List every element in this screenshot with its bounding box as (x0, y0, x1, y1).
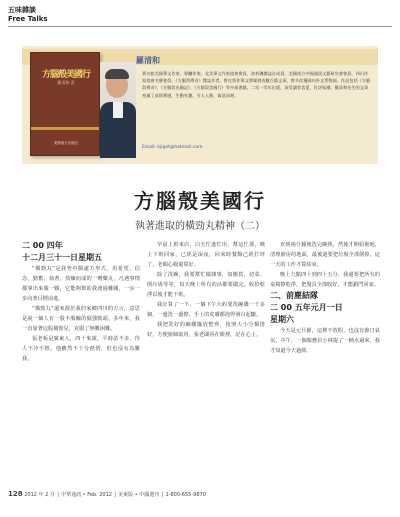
photo-hair (105, 69, 129, 79)
paragraph: 今天是元旦節，這裡不放假，也沒有節日氣氛，中午，一個服務員小林提了一桶水過來，我才知道今天過節。 (270, 328, 380, 354)
paragraph: “橫勁丸”還來源於我的家鄉四川的方言，意思是說一個人有一股不服輸的倔強勁頭。多年來，我一直靠著這股橫勁兒，克服了無數困難。 (22, 306, 140, 332)
paragraph: 早晨上班來店，白天忙進忙出，幫這忙那，晚上下班回家，已經是深夜。回來時餐館已經打烊了，老闆心腸還算好。 (147, 242, 265, 268)
photo-collar (113, 102, 123, 118)
paragraph: 直到兩分鐘後洗完碗筷，然後才開始拖地，清理廚房的地面，最後還要把垃圾全部倒掉，這一天的工作才算結束。 (270, 242, 380, 268)
paragraph: 張老板是廣東人，四十來歲，平時話不多，待人不冷不熱，他雖然不十分熱情，但也沒有為難我。 (22, 336, 140, 362)
header-divider (8, 26, 392, 27)
section-title-cn: 五味雜談 (8, 6, 36, 14)
paragraph: 除了洗碗，我要幫忙做雜事，如搬貨、切菜、倒垃圾等等，每天晚上所有的活都要做完，收拾乾淨以後才能下班。 (147, 272, 265, 298)
author-photo (100, 62, 136, 158)
paragraph: 我計算了一下，一個下午大約要洗碗碟一千多個，一邊洗一邊擦，手上的皮膚都泡得發白起皺。 (147, 302, 265, 318)
book-title: 方腦殼美國行 (41, 70, 90, 80)
article-subtitle: 執著進取的橫勁丸精神（二） (135, 221, 265, 232)
section-heading: 二、前塵結隊 (270, 291, 318, 300)
author-email[interactable]: Email: kjiget@hotmail.com (142, 145, 203, 150)
footer-text: 2012 年 2 月 │ 中華通訊 • Feb. 2012 │ 美東版 • 中國週刊 │ 1-800-655-9870 (24, 492, 206, 498)
author-bio-text: 著名旅美國華文作家、專欄作家。北美華文作家協會會員、洛杉磯雜誌社成員，美國南方中國通訊文藝研究會會員、四川作家協會名譽會員、《方腦殼傳奇》雜誌作者。曾在寫作華文傳媒發表數百篇文章。曾多次獲國內外文學獎項。作品包括《方腦殼傳奇》、《方腦殼出國記》、《方腦殼美國行》等多部書籍。二零一零年出版，深受讀者喜愛，好評如潮。羅清和先生的文章充滿了真情實感，生動有趣，引人入勝，寓意深刻。 (142, 71, 371, 98)
date-heading: 二 00 五年元月一日 (270, 303, 343, 312)
article-column-1 (22, 240, 140, 364)
book-publisher: 美國南方出版社 (53, 141, 79, 145)
book-subtitle: 羅清和 著 (57, 80, 75, 85)
section-title-en: Free Talks (8, 15, 48, 23)
article-column-3 (270, 240, 380, 356)
page-number: 128 (8, 490, 23, 498)
book-stripe (31, 127, 99, 130)
book-cover (30, 52, 100, 156)
date-heading: 星期六 (270, 315, 294, 324)
date-heading: 二 00 四年 (22, 241, 63, 250)
author-name: 羅清和 (136, 56, 160, 65)
section-header (8, 6, 48, 24)
date-heading: 十二月三十一日星期五 (22, 253, 102, 262)
article-title: 方腦殼美國行 (134, 189, 266, 213)
paragraph: “橫勁丸”是我曾中醫處方形式，用希望、信念、勤奮、執著，蒸煉而成的一劑藥丸，凡遇事情都拿出來服一顆，它能夠幫助我渡過難關，一步一步向著目標前進。 (22, 266, 140, 302)
page-footer (8, 490, 206, 498)
article-column-2 (147, 240, 265, 340)
paragraph: 晚上九點四十到四十五分，我還要把所有的桌椅擦乾淨，把餐具全部收好，才能鎖門回家。 (270, 272, 380, 288)
paragraph: 我把洗好的碗碟擺放整齊，按照大小分類排好，方便廚師取用，張老闆看在眼裡，記在心上。 (147, 322, 265, 338)
